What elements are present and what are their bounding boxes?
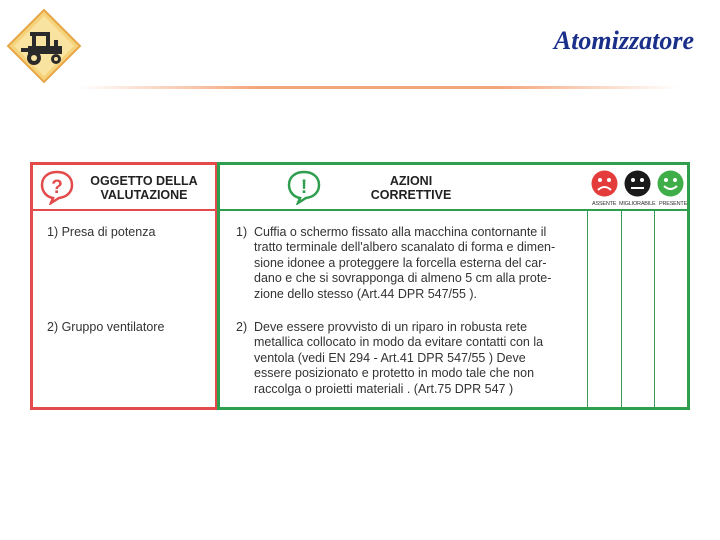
corrective-actions-heading-line2: CORRETTIVE: [370, 188, 452, 202]
question-mark-bubble-icon: [39, 169, 75, 205]
action-item-2-line: raccolga o proietti materiali . (Art.75 DPR 547 ): [254, 381, 514, 396]
action-item-1-line: tratto terminale dell'albero scanalato di forma e dimen-: [254, 240, 556, 255]
tractor-logo-icon: [6, 8, 82, 84]
corrective-actions-heading-line1: AZIONI: [389, 174, 433, 188]
action-item-2-line: metallica collocato in modo da evitare contatti con la: [254, 335, 544, 350]
rating-label-present: PRESENTE: [659, 201, 688, 207]
corrective-actions-header: [220, 165, 687, 211]
subject-item-1: 1) Presa di potenza: [47, 225, 156, 239]
rating-legend: [591, 168, 687, 210]
action-item-1-number: 1): [236, 225, 248, 239]
subject-item-2: 2) Gruppo ventilatore: [47, 320, 165, 334]
corrective-actions-panel: [217, 162, 690, 410]
svg-text:!: !: [300, 177, 308, 198]
action-item-1-line: dano e che si sovrapponga di almeno 5 cm alla prote-: [254, 271, 552, 286]
sad-face-icon: [591, 170, 618, 197]
assessment-subject-heading-line1: OGGETTO DELLA: [90, 174, 198, 188]
action-item-1-line: sione idonee a proteggere la forcella esterna del car-: [254, 255, 547, 270]
rating-columns: [587, 209, 687, 407]
exclamation-mark-bubble-icon: [286, 169, 322, 205]
action-item-1-text: [254, 225, 574, 302]
page-title: Atomizzatore: [553, 26, 694, 55]
assessment-subject-heading-line2: VALUTAZIONE: [100, 188, 188, 202]
rating-label-absent: ASSENTE: [592, 201, 617, 207]
assessment-subject-header: [33, 165, 215, 211]
svg-text:?: ?: [51, 177, 63, 198]
assessment-subject-panel: [30, 162, 218, 410]
action-item-1-line: Cuffia o schermo fissato alla macchina contornante il: [254, 225, 547, 239]
header-divider: [78, 86, 678, 89]
action-item-2-line: essere posizionato e protetto in modo tale che non: [254, 366, 535, 381]
action-item-2-text: [254, 320, 574, 397]
rating-label-improvable: MIGLIORABILE: [619, 201, 656, 207]
action-item-2-number: 2): [236, 320, 248, 334]
action-item-2-line: Deve essere provvisto di un riparo in robusta rete: [254, 320, 528, 334]
neutral-face-icon: [624, 170, 651, 197]
happy-face-icon: [657, 170, 684, 197]
action-item-2-line: ventola (vedi EN 294 - Art.41 DPR 547/55 ) Deve: [254, 350, 526, 365]
action-item-1-line: zione dello stesso (Art.44 DPR 547/55 ).: [254, 286, 478, 301]
